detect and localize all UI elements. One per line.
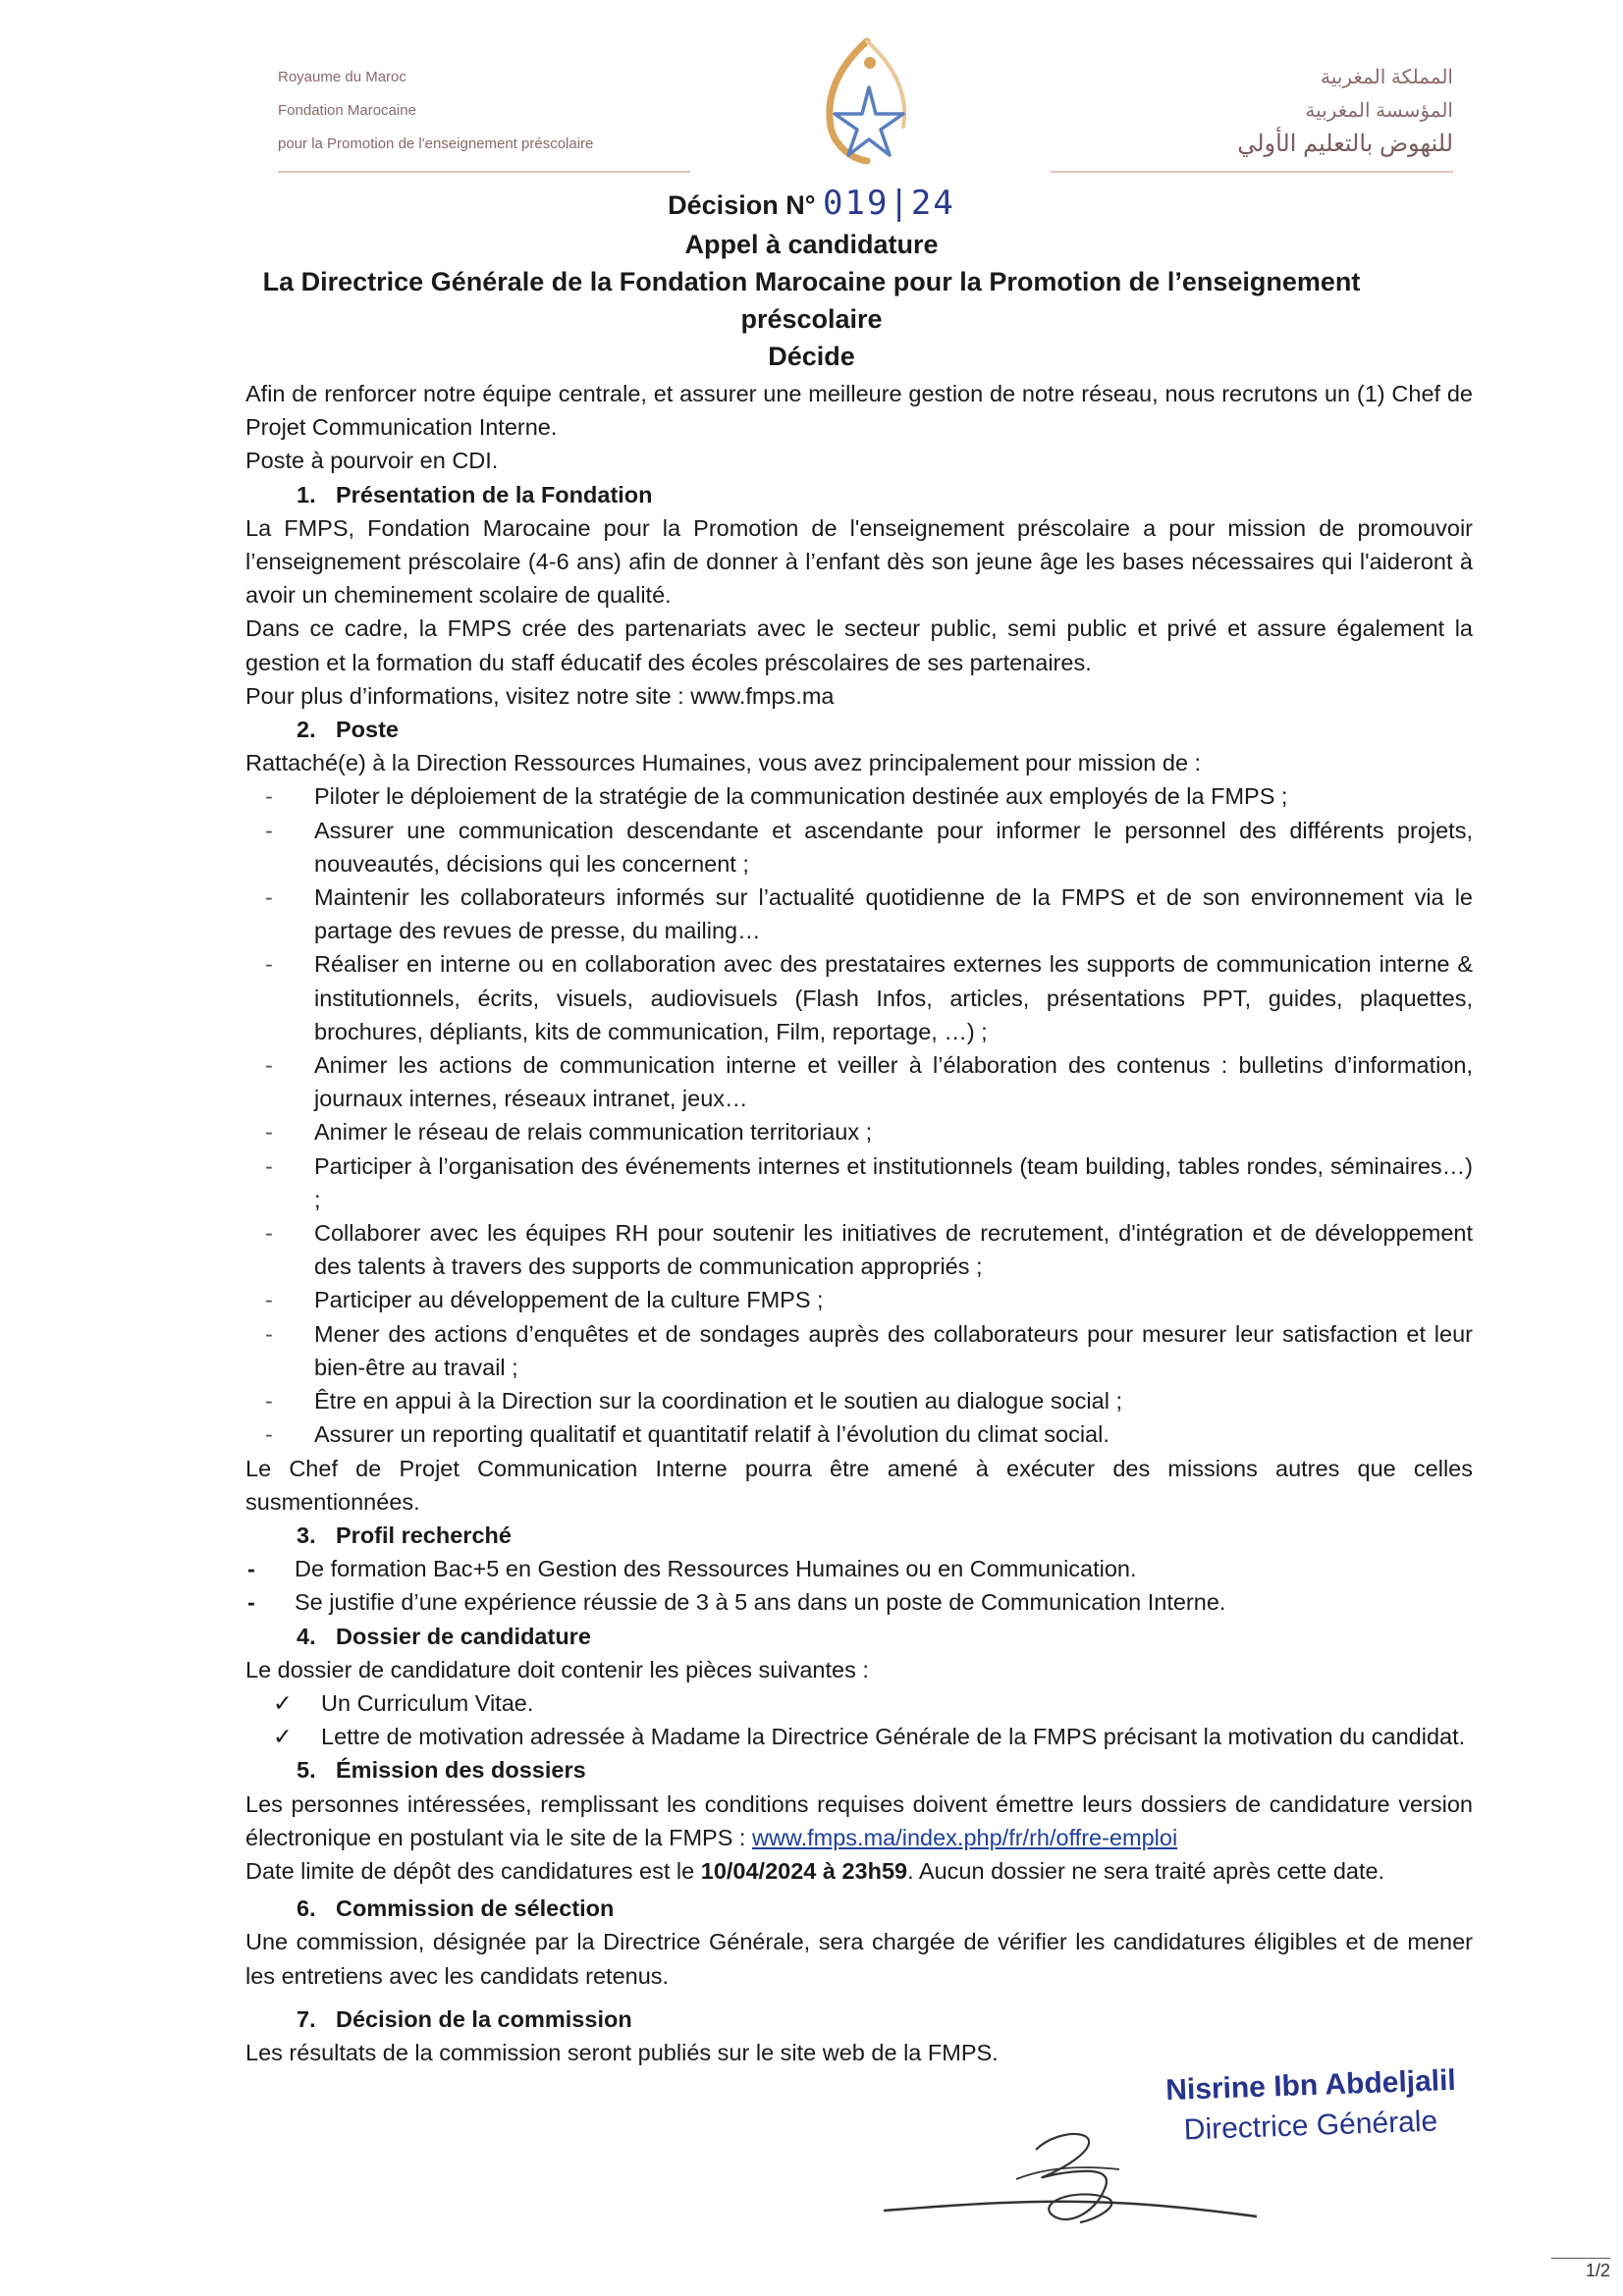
document-body — [245, 377, 1473, 2069]
letterhead-arabic — [1051, 61, 1453, 173]
checkmark-icon: ✓ — [273, 1724, 293, 1750]
handwritten-signature — [879, 2120, 1262, 2238]
list-item: - Maintenir les collaborateurs informés sur l’actualité quotidienne de la FMPS et de son environnement via le partage des revues de presse, du mailing… — [245, 881, 1473, 947]
paragraph: Le dossier de candidature doit contenir les pièces suivantes : — [245, 1656, 869, 1682]
application-link[interactable]: www.fmps.ma/index.php/fr/rh/offre-emploi — [751, 1824, 1178, 1850]
list-item: - Participer à l’organisation des événements internes et institutionnels (team building, tables rondes, séminaires…) ; — [245, 1149, 1473, 1216]
list-item: - Collaborer avec les équipes RH pour soutenir les initiatives de recrutement, d'intégration et de développement des talents à travers des supports de communication appropriés ; — [245, 1216, 1473, 1283]
section-heading: 4. Dossier de candidature — [297, 1623, 591, 1649]
paragraph: Les personnes intéressées, remplissant les conditions requises doivent émettre leurs dossiers de candidature version électronique en postulant via le site de la FMPS : www.fmps.ma/index.php/fr/rh/offre-emploi — [245, 1790, 1473, 1850]
signatory-name: Nisrine Ibn Abdeljalil — [1164, 2063, 1457, 2108]
signatory-title: Directrice Générale — [1183, 2105, 1438, 2147]
letterhead-rule — [1051, 171, 1453, 173]
paragraph: Les résultats de la commission seront publiés sur le site web de la FMPS. — [245, 2039, 999, 2065]
paragraph: Dans ce cadre, la FMPS crée des partenariats avec le secteur public, semi public et privé et assure également la gestion et la formation du staff éducatif des écoles préscolaires de ses partenaires. — [245, 615, 1473, 675]
list-item: - Assurer un reporting qualitatif et quantitatif relatif à l’évolution du climat social. — [245, 1417, 1473, 1451]
letterhead-rule — [278, 171, 690, 173]
decide-heading: Décide — [768, 342, 855, 371]
list-item: - Animer le réseau de relais communication territoriaux ; — [245, 1115, 1473, 1148]
list-item: - Piloter le déploiement de la stratégie de la communication destinée aux employés de la FMPS ; — [245, 779, 1473, 813]
list-item: - Participer au développement de la culture FMPS ; — [245, 1283, 1473, 1316]
deadline: 10/04/2024 à 23h59 — [700, 1857, 908, 1884]
letterhead-ar-line: المملكة المغربية — [1321, 67, 1453, 88]
paragraph: Le Chef de Projet Communication Interne pourra être amené à exécuter des missions autres que celles susmentionnées. — [245, 1455, 1473, 1515]
issuer-line-2: préscolaire — [740, 304, 883, 334]
section-heading: 6. Commission de sélection — [297, 1896, 615, 1922]
paragraph: Date limite de dépôt des candidatures est le 10/04/2024 à 23h59. Aucun dossier ne sera traité après cette date. — [245, 1857, 1385, 1884]
paragraph: Pour plus d’informations, visitez notre site : www.fmps.ma — [245, 682, 835, 709]
list-item: - Être en appui à la Direction sur la coordination et le soutien au dialogue social ; — [245, 1384, 1473, 1417]
section-heading: 1. Présentation de la Fondation — [297, 481, 653, 507]
list-item: - Animer les actions de communication interne et veiller à l’élaboration des contenus : bulletins d’information, journaux internes, réseaux intranet, jeux… — [245, 1048, 1473, 1115]
list-item: - Réaliser en interne ou en collaboration avec des prestataires externes les supports de communication interne & institutionnels, écrits, visuels, audiovisuels (Flash Infos, articles, présentations PPT, guides, plaquettes, brochures, dépliants, kits de communication, Film, reportage, …) ; — [245, 947, 1473, 1048]
checklist-item: ✓ Lettre de motivation adressée à Madame la Directrice Générale de la FMPS précisant la motivation du candidat. — [245, 1720, 1473, 1753]
section-heading: 5. Émission des dossiers — [297, 1757, 586, 1784]
letterhead-fr-line: Royaume du Maroc — [278, 69, 406, 85]
intro-contract: Poste à pourvoir en CDI. — [245, 448, 499, 474]
issuer-line: La Directrice Générale de la Fondation Marocaine pour la Promotion de l’enseignement — [262, 267, 1361, 296]
decision-number-line — [0, 185, 1623, 224]
list-item: - De formation Bac+5 en Gestion des Ressources Humaines ou en Communication. — [245, 1552, 1473, 1585]
checkmark-icon: ✓ — [273, 1689, 293, 1716]
decision-label: Décision N° — [668, 190, 816, 220]
list-item: - Assurer une communication descendante et ascendante pour informer le personnel des différents projets, nouveautés, décisions qui les concernent ; — [245, 814, 1473, 881]
list-item: - Mener des actions d’enquêtes et de sondages auprès des collaborateurs pour mesurer leur satisfaction et leur bien-être au travail ; — [245, 1317, 1473, 1384]
call-title: Appel à candidature — [684, 230, 939, 259]
page-number: 1/2 — [1551, 2258, 1610, 2281]
letterhead-ar-line: للنهوض بالتعليم الأولي — [1237, 131, 1453, 157]
letterhead-ar-line: المؤسسة المغربية — [1305, 100, 1453, 122]
fmps-logo — [813, 33, 921, 166]
list-item: - Se justifie d’une expérience réussie de 3 à 5 ans dans un poste de Communication Interne. — [245, 1585, 1473, 1619]
letterhead-fr-line: pour la Promotion de l'enseignement préscolaire — [278, 135, 594, 152]
checklist-item: ✓ Un Curriculum Vitae. — [245, 1686, 1473, 1720]
intro-paragraph: Afin de renforcer notre équipe centrale, et assurer une meilleure gestion de notre réseau, nous recrutons un (1) Chef de Projet Communication Interne. — [245, 381, 1473, 441]
paragraph: Une commission, désignée par la Directrice Générale, sera chargée de vérifier les candidatures éligibles et de mener les entretiens avec les candidats retenus. — [245, 1929, 1473, 1989]
paragraph: Rattaché(e) à la Direction Ressources Humaines, vous avez principalement pour mission de : — [245, 750, 1202, 776]
paragraph: La FMPS, Fondation Marocaine pour la Promotion de l'enseignement préscolaire a pour mission de promouvoir l’enseignement préscolaire (4-6 ans) afin de donner à l’enfant dès son jeune âge les bases nécessaires qui l'aideront à avoir un cheminement scolaire de qualité. — [245, 514, 1473, 609]
letterhead-fr-line: Fondation Marocaine — [278, 102, 416, 119]
letterhead-french — [278, 61, 690, 173]
section-heading: 2. Poste — [297, 717, 399, 743]
section-heading: 3. Profil recherché — [297, 1522, 512, 1548]
decision-number-handwritten: 019|24 — [823, 184, 955, 223]
section-heading: 7. Décision de la commission — [297, 2005, 632, 2032]
